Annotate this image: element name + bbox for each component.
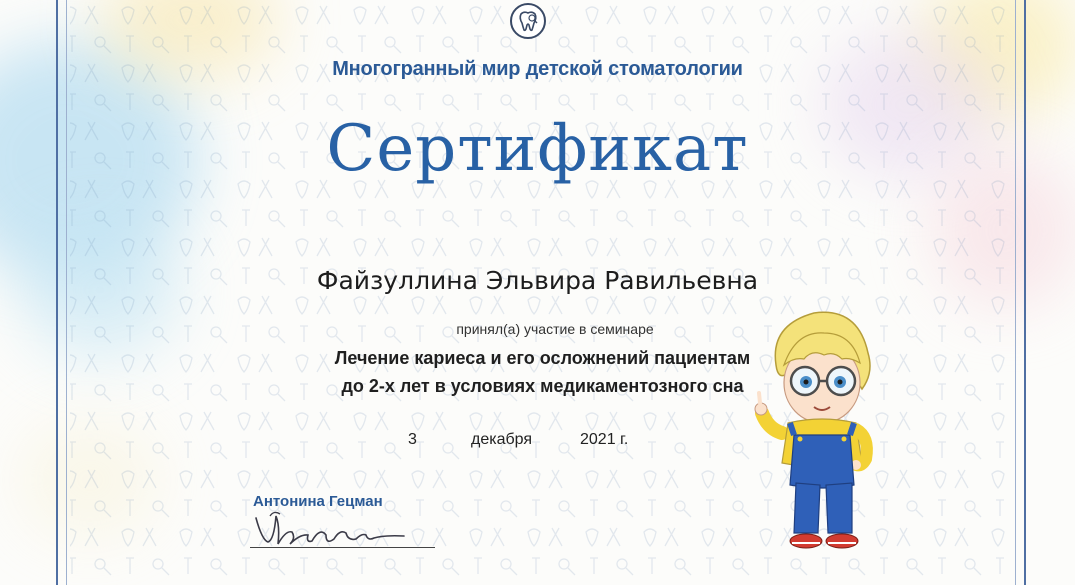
signer-name: Антонина Гецман [253,493,383,510]
tooth-logo-icon [510,3,546,39]
signature-line [250,547,435,548]
certificate-title: Сертификат [326,112,749,186]
seminar-title-line-1: Лечение кариеса и его осложнений пациентам [334,348,751,368]
seminar-title-line-2: до 2-х лет в условиях медикаментозного сна [341,376,744,396]
date-month: декабря [471,431,533,448]
organization-title: Многогранный мир детской стоматологии [332,58,743,80]
date-day: 3 [408,431,417,448]
girl-character-illustration [748,305,898,555]
seminar-title [0,344,1075,400]
recipient-name: Файзуллина Эльвира Равильевна [316,266,759,295]
handwritten-signature [248,506,438,551]
date-year: 2021 г. [580,431,629,448]
participation-text: принял(а) участие в семинаре [456,321,654,337]
